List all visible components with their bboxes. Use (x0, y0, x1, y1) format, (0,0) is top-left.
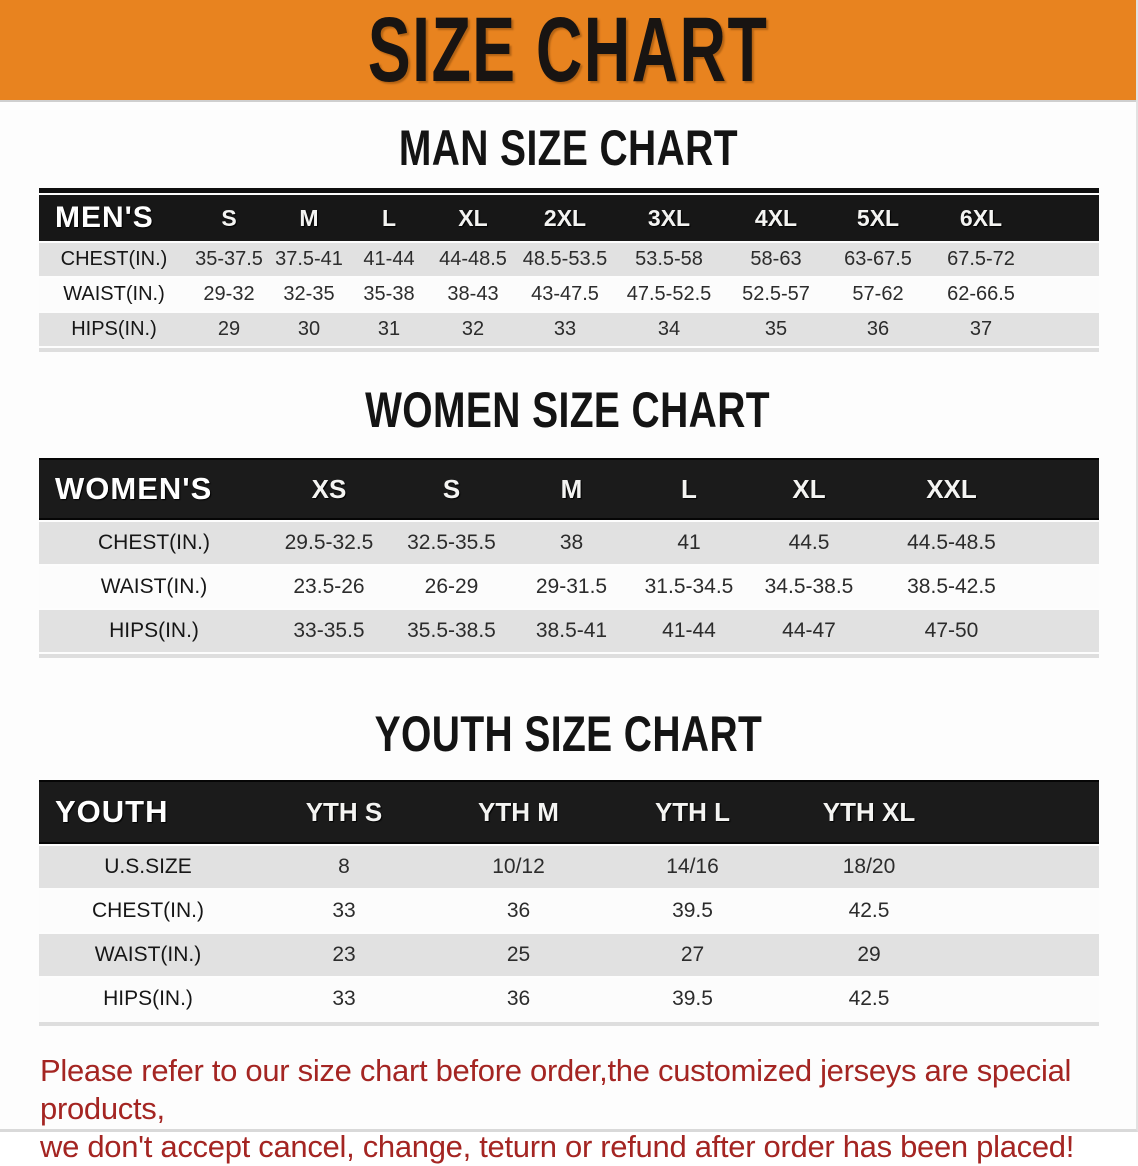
size-value-cell: 42.5 (779, 978, 959, 1020)
size-column-header: XL (749, 458, 869, 520)
table-group-label: WOMEN'S (39, 458, 269, 520)
size-column-header: XL (429, 195, 517, 241)
size-column-header: XS (269, 458, 389, 520)
size-value-cell: 35-37.5 (189, 243, 269, 276)
size-value-cell: 44-48.5 (429, 243, 517, 276)
size-value-cell: 29 (189, 313, 269, 346)
size-value-cell: 37.5-41 (269, 243, 349, 276)
table-row (39, 566, 1099, 608)
spacer-cell (959, 978, 1099, 1020)
size-value-cell: 38 (514, 522, 629, 564)
men-chart-heading (0, 122, 1136, 174)
table-group-label: YOUTH (39, 780, 257, 844)
size-value-cell: 38.5-41 (514, 610, 629, 652)
size-value-cell: 23 (257, 934, 431, 976)
size-value-cell: 33-35.5 (269, 610, 389, 652)
size-value-cell: 32-35 (269, 278, 349, 311)
size-value-cell: 67.5-72 (929, 243, 1033, 276)
spacer-cell (1034, 458, 1099, 520)
men-size-table (39, 188, 1099, 352)
spacer-cell (959, 846, 1099, 888)
size-value-cell: 29 (779, 934, 959, 976)
spacer-cell (1034, 610, 1099, 652)
size-value-cell: 35 (725, 313, 827, 346)
women-size-chart-section (0, 384, 1136, 658)
size-value-cell: 44-47 (749, 610, 869, 652)
spacer-cell (1033, 313, 1099, 346)
size-value-cell: 30 (269, 313, 349, 346)
table-row (39, 846, 1099, 888)
size-value-cell: 52.5-57 (725, 278, 827, 311)
size-value-cell: 44.5-48.5 (869, 522, 1034, 564)
men-size-chart-section (0, 122, 1136, 352)
size-value-cell: 29-31.5 (514, 566, 629, 608)
disclaimer-line-2: we don't accept cancel, change, teturn or refund after order has been placed! (40, 1129, 1075, 1164)
size-column-header: YTH M (431, 780, 606, 844)
size-table (39, 193, 1099, 348)
table-row (39, 278, 1099, 311)
size-value-cell: 33 (257, 978, 431, 1020)
table-row (39, 610, 1099, 652)
size-value-cell: 44.5 (749, 522, 869, 564)
table-group-label: MEN'S (39, 195, 189, 241)
size-value-cell: 39.5 (606, 978, 779, 1020)
size-value-cell: 47-50 (869, 610, 1034, 652)
size-value-cell: 62-66.5 (929, 278, 1033, 311)
disclaimer-text (40, 1052, 1106, 1166)
table-row (39, 934, 1099, 976)
women-size-table (39, 456, 1099, 658)
men-chart-title: MAN SIZE CHART (398, 120, 738, 176)
youth-size-chart-section (0, 708, 1136, 1026)
size-value-cell: 43-47.5 (517, 278, 613, 311)
size-value-cell: 25 (431, 934, 606, 976)
row-label: CHEST(IN.) (39, 243, 189, 276)
row-label: HIPS(IN.) (39, 978, 257, 1020)
spacer-cell (1034, 522, 1099, 564)
size-value-cell: 36 (431, 890, 606, 932)
youth-size-table (39, 778, 1099, 1026)
size-column-header: 3XL (613, 195, 725, 241)
size-column-header: L (349, 195, 429, 241)
size-column-header: YTH XL (779, 780, 959, 844)
size-value-cell: 35.5-38.5 (389, 610, 514, 652)
row-label: WAIST(IN.) (39, 278, 189, 311)
row-label: U.S.SIZE (39, 846, 257, 888)
size-value-cell: 32.5-35.5 (389, 522, 514, 564)
size-column-header: S (389, 458, 514, 520)
women-chart-heading (0, 384, 1136, 436)
size-value-cell: 33 (517, 313, 613, 346)
size-value-cell: 26-29 (389, 566, 514, 608)
size-value-cell: 18/20 (779, 846, 959, 888)
row-label: WAIST(IN.) (39, 934, 257, 976)
size-value-cell: 48.5-53.5 (517, 243, 613, 276)
size-value-cell: 38-43 (429, 278, 517, 311)
row-label: HIPS(IN.) (39, 313, 189, 346)
size-value-cell: 41 (629, 522, 749, 564)
size-value-cell: 42.5 (779, 890, 959, 932)
size-value-cell: 35-38 (349, 278, 429, 311)
disclaimer-line-1: Please refer to our size chart before order,the customized jerseys are special products, (40, 1053, 1072, 1126)
size-value-cell: 32 (429, 313, 517, 346)
spacer-cell (959, 934, 1099, 976)
size-chart-banner (0, 0, 1136, 102)
size-value-cell: 57-62 (827, 278, 929, 311)
size-value-cell: 27 (606, 934, 779, 976)
size-value-cell: 34.5-38.5 (749, 566, 869, 608)
size-column-header: XXL (869, 458, 1034, 520)
spacer-cell (1033, 243, 1099, 276)
size-value-cell: 29.5-32.5 (269, 522, 389, 564)
size-value-cell: 31.5-34.5 (629, 566, 749, 608)
size-value-cell: 36 (431, 978, 606, 1020)
size-value-cell: 14/16 (606, 846, 779, 888)
size-value-cell: 63-67.5 (827, 243, 929, 276)
size-column-header: YTH L (606, 780, 779, 844)
size-column-header: L (629, 458, 749, 520)
size-value-cell: 10/12 (431, 846, 606, 888)
size-column-header: 2XL (517, 195, 613, 241)
size-column-header: M (514, 458, 629, 520)
table-row (39, 522, 1099, 564)
row-label: CHEST(IN.) (39, 890, 257, 932)
row-label: HIPS(IN.) (39, 610, 269, 652)
size-value-cell: 53.5-58 (613, 243, 725, 276)
size-table (39, 778, 1099, 1022)
table-row (39, 243, 1099, 276)
women-chart-title: WOMEN SIZE CHART (365, 382, 771, 438)
size-value-cell: 34 (613, 313, 725, 346)
table-row (39, 978, 1099, 1020)
size-value-cell: 36 (827, 313, 929, 346)
row-label: CHEST(IN.) (39, 522, 269, 564)
size-value-cell: 41-44 (629, 610, 749, 652)
size-column-header: YTH S (257, 780, 431, 844)
size-value-cell: 33 (257, 890, 431, 932)
size-value-cell: 37 (929, 313, 1033, 346)
size-value-cell: 38.5-42.5 (869, 566, 1034, 608)
spacer-cell (1034, 566, 1099, 608)
size-value-cell: 23.5-26 (269, 566, 389, 608)
size-table (39, 456, 1099, 654)
size-value-cell: 39.5 (606, 890, 779, 932)
size-value-cell: 47.5-52.5 (613, 278, 725, 311)
table-row (39, 890, 1099, 932)
spacer-cell (959, 890, 1099, 932)
spacer-cell (1033, 195, 1099, 241)
size-column-header: S (189, 195, 269, 241)
size-column-header: 6XL (929, 195, 1033, 241)
size-value-cell: 29-32 (189, 278, 269, 311)
youth-chart-heading (0, 708, 1136, 760)
size-value-cell: 8 (257, 846, 431, 888)
size-column-header: 5XL (827, 195, 929, 241)
spacer-cell (1033, 278, 1099, 311)
size-value-cell: 41-44 (349, 243, 429, 276)
size-value-cell: 31 (349, 313, 429, 346)
size-column-header: M (269, 195, 349, 241)
banner-title: SIZE CHART (367, 0, 769, 101)
youth-chart-title: YOUTH SIZE CHART (374, 706, 762, 762)
spacer-cell (959, 780, 1099, 844)
size-value-cell: 58-63 (725, 243, 827, 276)
row-label: WAIST(IN.) (39, 566, 269, 608)
size-column-header: 4XL (725, 195, 827, 241)
table-row (39, 313, 1099, 346)
